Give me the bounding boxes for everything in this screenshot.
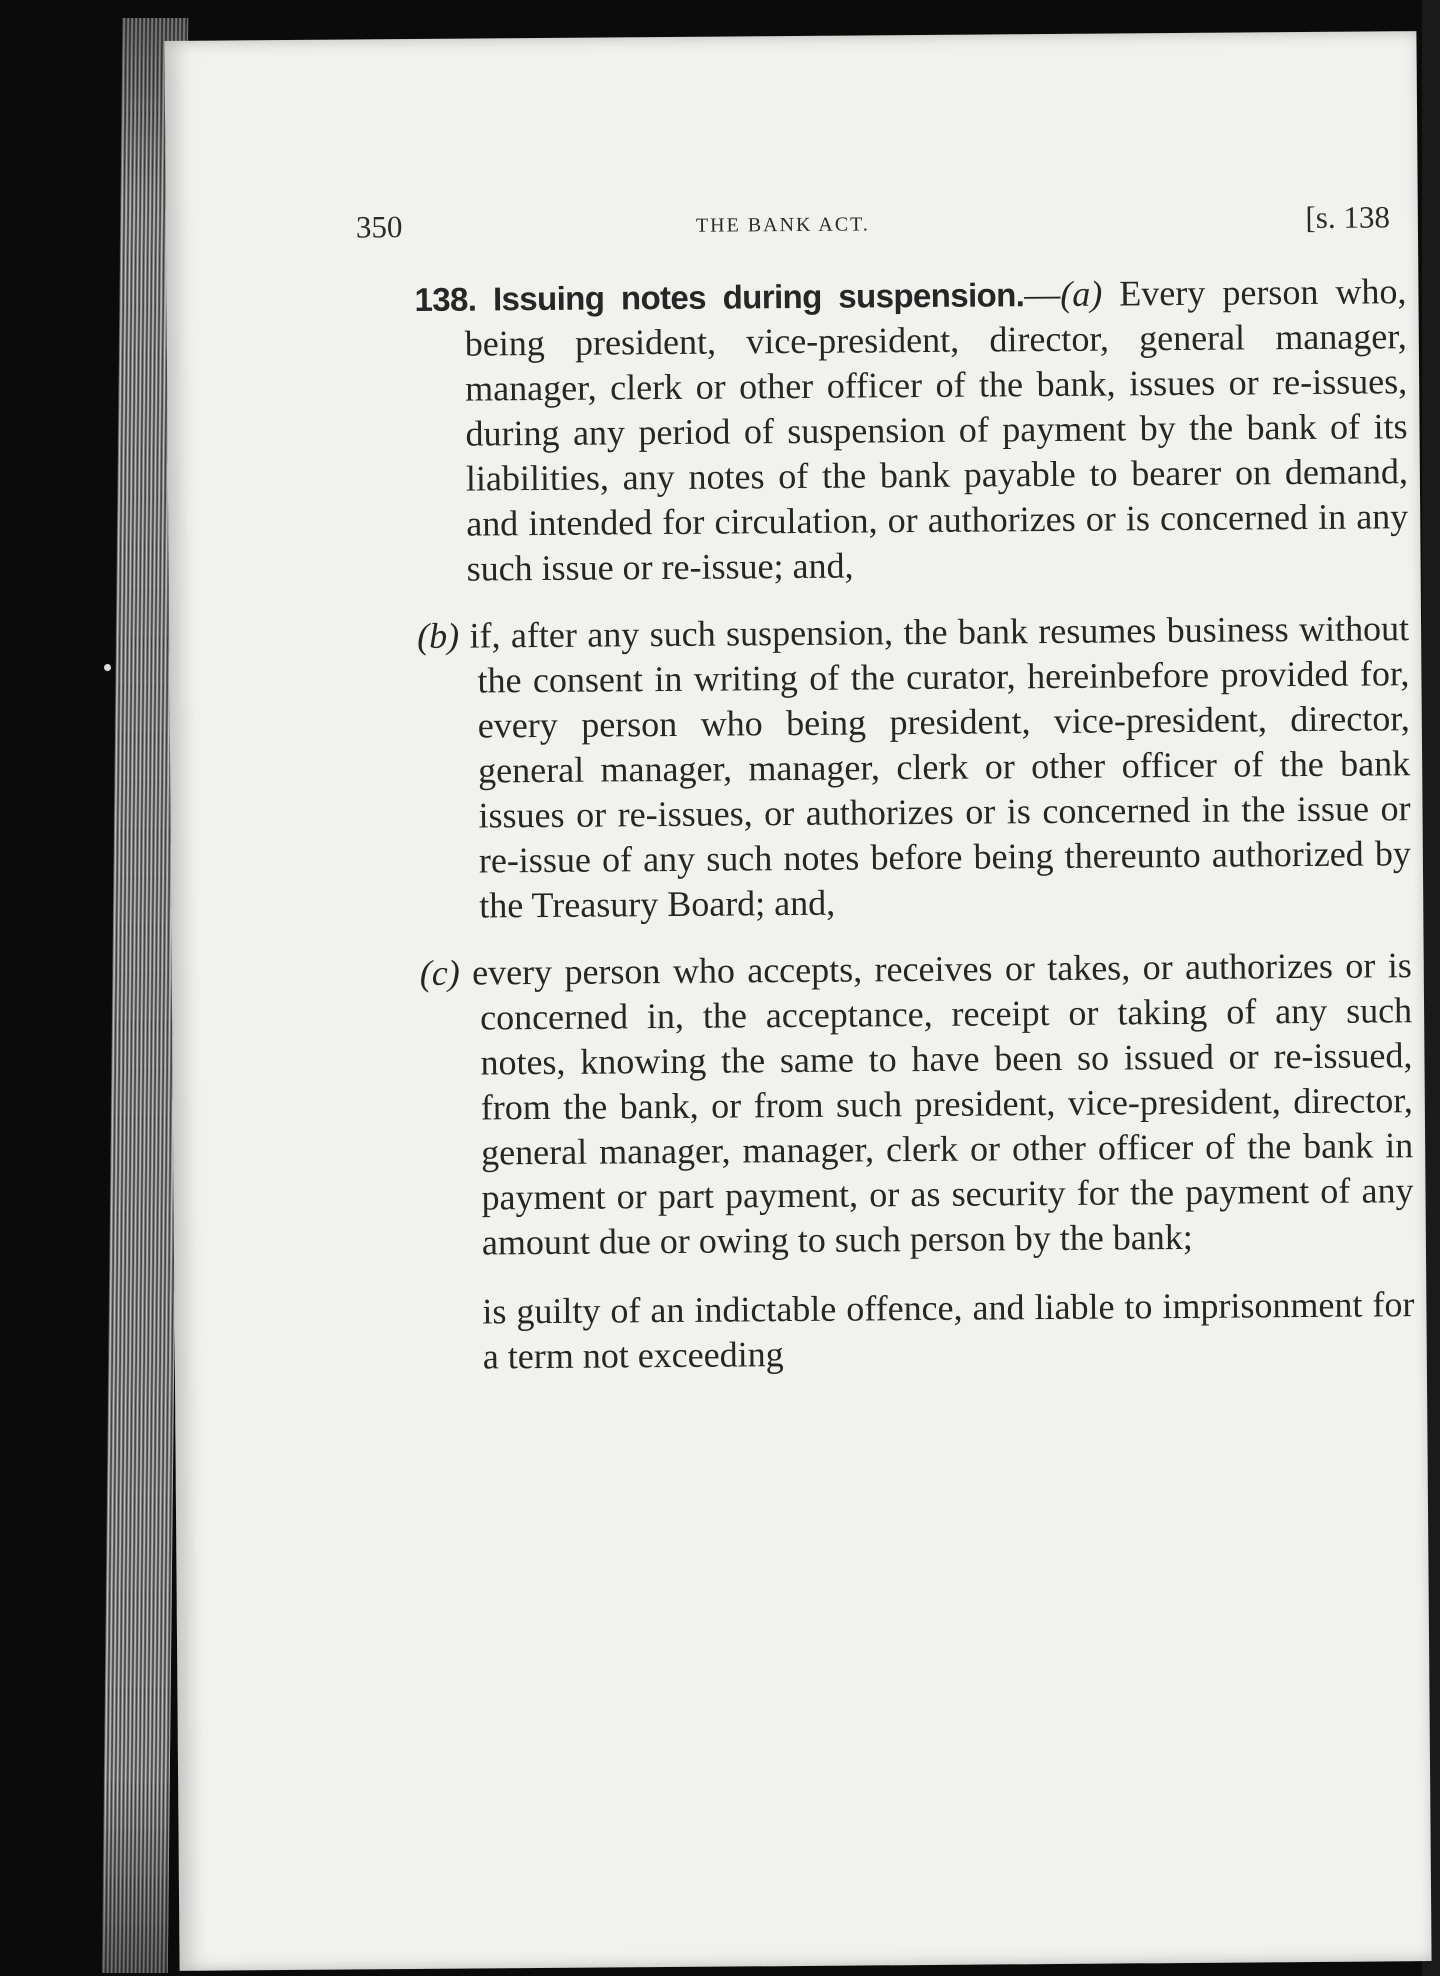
section-138-paragraph-b (359, 606, 1411, 929)
clause-a-text: Every person who, being president, vice-president, director, general manager, manager, clerk or other officer of the bank, issues or re-issues, during any period of suspension of payment by the bank of its liabilities, any notes of the bank payable to bearer on demand, and intended for circulation, or authorizes or is concerned in any such issue or re-issue; and, (464, 271, 1409, 589)
section-title: Issuing notes during suspension. (492, 276, 1025, 318)
page-number: 350 (355, 209, 403, 245)
section-heading (414, 276, 1024, 318)
section-138-paragraph-a (356, 269, 1408, 592)
page-content (356, 199, 1415, 1380)
running-head: THE BANK ACT. (695, 213, 870, 237)
clause-b-marker: (b) (416, 615, 460, 656)
page-header (356, 199, 1406, 267)
section-138-paragraph-c (362, 943, 1414, 1266)
clause-a-marker: (a) (1060, 273, 1103, 314)
clause-c-marker: (c) (419, 952, 460, 993)
section-number: 138. (414, 280, 477, 318)
section-138-penalty-clause (364, 1282, 1415, 1380)
section-reference: [s. 138 (1305, 199, 1390, 235)
edge-speck (104, 664, 111, 671)
heading-dash: — (1024, 273, 1061, 315)
clause-b-text: if, after any such suspension, the bank resumes business without the consent in writing of the curator, hereinbefore provided for, every person who being president, vice-president, director, general manager, manager, clerk or other officer of the bank issues or re-issues, or authorizes or is concerned in the issue or re-issue of any such notes before being thereunto authorized by the Treasury Board; and, (469, 608, 1412, 926)
book-page (164, 31, 1431, 1971)
penalty-text: is guilty of an indictable offence, and liable to imprisonment for a term not exceeding (482, 1284, 1415, 1377)
clause-c-text: every person who accepts, receives or takes, or authorizes or is concerned in, the acceptance, receipt or taking of any such notes, knowing the same to have been so issued or re-issued, from the bank, or from such president, vice-president, director, general manager, manager, clerk or other officer of the bank in payment or part payment, or as security for the payment of any amount due or owing to such person by the bank; (471, 945, 1414, 1263)
